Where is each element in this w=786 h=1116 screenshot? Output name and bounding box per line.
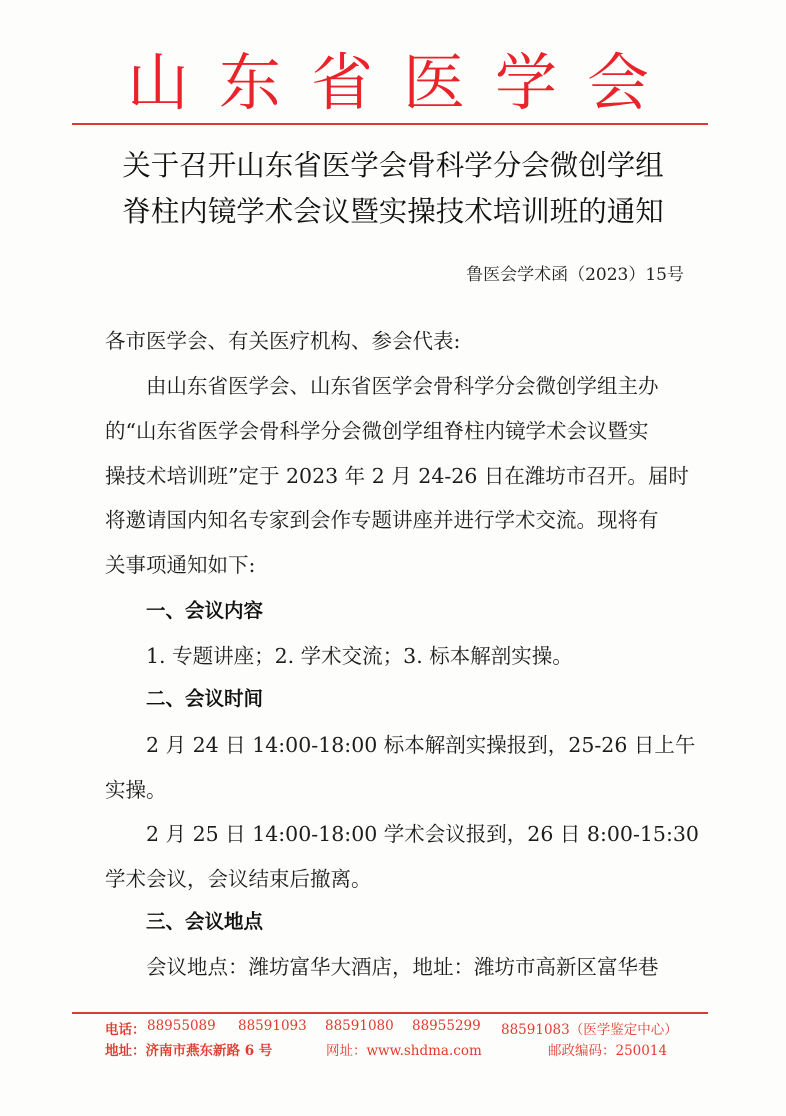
- section-line: 实操。: [105, 778, 167, 802]
- section-heading-content: 一、会议内容: [146, 599, 264, 622]
- footer-divider: [72, 1012, 708, 1014]
- section-line: 1. 专题讲座；2. 学术交流；3. 标本解剖实操。: [146, 644, 573, 668]
- intro-line: 将邀请国内知名专家到会作专题讲座并进行学术交流。现将有: [105, 508, 659, 532]
- postcode: 邮政编码：250014: [548, 1043, 668, 1059]
- intro-line: 由山东省医学会、山东省医学会骨科学分会微创学组主办: [146, 374, 659, 398]
- phone-number: 88955299: [412, 1018, 481, 1034]
- section-heading-location: 三、会议地点: [146, 910, 264, 933]
- salutation: 各市医学会、有关医疗机构、参会代表:: [105, 329, 461, 353]
- notice-title-line-2: 脊柱内镜学术会议暨实操技术培训班的通知: [122, 195, 664, 228]
- phone-number: 88591083（医学鉴定中心）: [501, 1022, 678, 1038]
- intro-line: 操技术培训班”定于 2023 年 2 月 24-26 日在潍坊市召开。届时: [105, 464, 689, 488]
- section-line: 2 月 25 日 14:00-18:00 学术会议报到，26 日 8:00-15:30: [146, 822, 699, 846]
- intro-line: 关事项通知如下:: [105, 553, 256, 577]
- phone-number: 88591080: [325, 1018, 394, 1034]
- document-number: 鲁医会学术函（2023）15号: [466, 265, 684, 285]
- section-line: 2 月 24 日 14:00-18:00 标本解剖实操报到，25-26 日上午: [146, 733, 696, 757]
- phone-number: 88591093: [238, 1018, 307, 1034]
- address: 地址：济南市燕东新路 6 号: [105, 1043, 273, 1059]
- notice-title: [0, 143, 786, 235]
- section-heading-time: 二、会议时间: [146, 687, 264, 710]
- section-line: 学术会议，会议结束后撤离。: [105, 867, 372, 891]
- phone-number: 88955089: [147, 1018, 216, 1034]
- letterhead-divider: [72, 123, 708, 125]
- letterhead-org-name: 山东省医学会: [126, 46, 679, 119]
- intro-line: 的“山东省医学会骨科学分会微创学组脊柱内镜学术会议暨实: [105, 419, 649, 443]
- notice-title-line-1: 关于召开山东省医学会骨科学分会微创学组: [122, 149, 664, 182]
- phone-label: 电话：: [105, 1022, 146, 1038]
- section-line: 会议地点：潍坊富华大酒店，地址：潍坊市高新区富华巷: [146, 955, 659, 979]
- website: 网址：www.shdma.com: [326, 1043, 482, 1059]
